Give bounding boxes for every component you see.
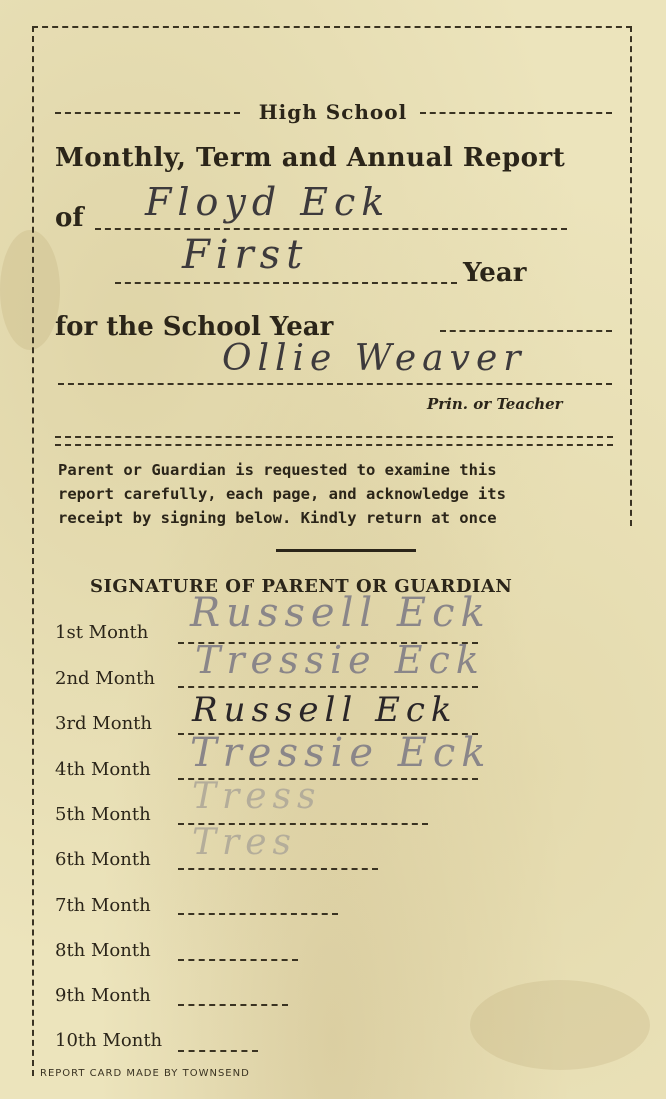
grade-year-line [115,282,457,284]
month-label: 6th Month [55,849,151,870]
signature: Tressie Eck [190,730,492,776]
of-label: of [55,203,84,233]
month-label: 2nd Month [55,668,155,689]
month-label: 7th Month [55,895,151,916]
double-rule [55,436,613,446]
paper-stain [470,980,650,1070]
notice-line: receipt by signing below. Kindly return at once [58,509,497,527]
teacher-name: Ollie Weaver [222,338,527,379]
signature: Russell Eck [190,590,491,636]
month-label: 3rd Month [55,713,152,734]
signature: Russell Eck [192,690,458,730]
signature-line [178,868,378,870]
school-type: High School [258,100,408,124]
month-label: 4th Month [55,759,151,780]
printer-footer: REPORT CARD MADE BY TOWNSEND [40,1068,250,1079]
signature-line [178,686,478,688]
signature-line [178,913,338,915]
teacher-caption: Prin. or Teacher [427,395,563,413]
notice-line: Parent or Guardian is requested to examine this [58,461,497,479]
month-label: 10th Month [55,1030,163,1051]
signature-line [178,1050,258,1052]
card-border-top [32,26,632,28]
student-name-line [95,228,567,230]
notice-line: report carefully, each page, and acknowledge its [58,485,506,503]
signature: Tressie Eck [195,638,485,682]
report-title: Monthly, Term and Annual Report [55,143,566,173]
grade-year: First [182,232,309,278]
paper-stain [0,230,60,350]
school-year-line [440,330,612,332]
signature: Tress [192,776,322,817]
teacher-name-line [58,383,612,385]
signature: Tres [192,822,297,863]
section-rule [276,549,416,552]
month-label: 8th Month [55,940,151,961]
month-label: 9th Month [55,985,151,1006]
month-label: 5th Month [55,804,151,825]
signature-line [178,959,298,961]
signature-line [178,1004,288,1006]
parent-notice [58,458,614,530]
student-name: Floyd Eck [145,180,391,224]
school-year-label: for the School Year [55,312,334,342]
year-label: Year [463,258,527,288]
card-border-left [32,26,34,1076]
signature-heading: SIGNATURE OF PARENT OR GUARDIAN [90,576,513,597]
month-label: 1st Month [55,622,149,643]
